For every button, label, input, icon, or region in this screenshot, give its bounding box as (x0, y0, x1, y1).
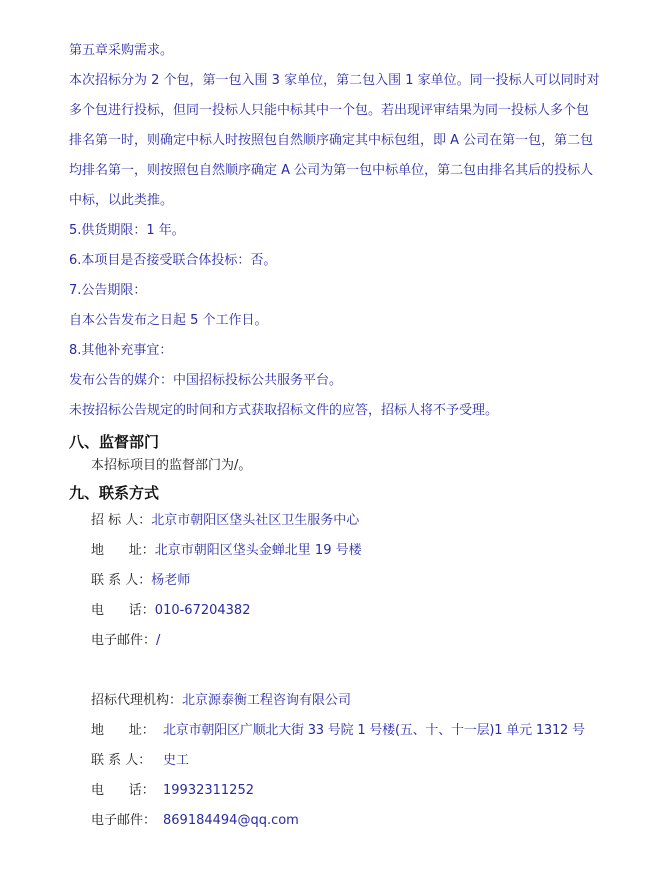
tenderer-email-label: 电子邮件： (91, 633, 157, 648)
agency-address-row (91, 723, 585, 739)
item-other-matters: 8.其他补充事宜： (69, 343, 173, 358)
agency-name-value: 北京源泰衡工程咨询有限公司 (182, 693, 352, 708)
agency-address-value: 北京市朝阳区广顺北大街 33 号院 1 号楼(五、十、十一层)1 单元 1312 号 (163, 723, 585, 738)
paragraph-line-2: 多个包进行投标，但同一投标人只能中标其中一个包。若出现评审结果为同一投标人多个包 (69, 103, 590, 118)
tenderer-phone-label: 电 话： (91, 603, 155, 618)
agency-address-label: 地 址： (91, 723, 155, 738)
agency-name-label: 招标代理机构： (91, 693, 183, 708)
agency-email-row (91, 813, 299, 829)
chapter-reference: 第五章采购需求。 (69, 43, 174, 58)
agency-contact-value: 史工 (163, 753, 190, 768)
tenderer-phone-row (91, 603, 250, 619)
tenderer-address-value: 北京市朝阳区垡头金蝉北里 19 号楼 (154, 543, 362, 558)
tenderer-contact-value: 杨老师 (151, 573, 191, 588)
item-publish-media: 发布公告的媒介：中国招标投标公共服务平台。 (69, 373, 343, 388)
tenderer-email-row (91, 633, 160, 649)
item-notice-period-detail: 自本公告发布之日起 5 个工作日。 (69, 313, 268, 328)
tenderer-contact-label: 联 系 人： (91, 573, 152, 588)
paragraph-line-3: 排名第一时，则确定中标人时按照包自然顺序确定其中标包组，即 A 公司在第一包，第二包 (69, 133, 594, 148)
tenderer-address-label: 地 址： (91, 543, 155, 558)
section-eight-title: 八、监督部门 (69, 433, 160, 451)
agency-phone-label: 电 话： (91, 783, 155, 798)
section-nine-title: 九、联系方式 (69, 484, 160, 502)
tenderer-phone-value: 010-67204382 (154, 603, 251, 618)
agency-contact-row (91, 753, 189, 769)
supervision-text: 本招标项目的监督部门为/。 (91, 458, 252, 473)
item-notice-period: 7.公告期限： (69, 283, 147, 298)
item-late-response-note: 未按招标公告规定的时间和方式获取招标文件的应答，招标人将不予受理。 (69, 403, 499, 418)
agency-name-row (91, 693, 351, 709)
paragraph-line-4: 均排名第一，则按照包自然顺序确定 A 公司为第一包中标单位，第二包由排名其后的投标人 (69, 163, 594, 178)
paragraph-line-5: 中标，以此类推。 (69, 193, 174, 208)
tenderer-email-value: / (156, 633, 161, 648)
item-joint-bid: 6.本项目是否接受联合体投标：否。 (69, 253, 277, 268)
agency-email-value[interactable]: 869184494@qq.com (163, 813, 299, 828)
tenderer-name-value: 北京市朝阳区垡头社区卫生服务中心 (151, 513, 360, 528)
tenderer-name-row (91, 513, 359, 529)
tenderer-contact-row (91, 573, 190, 589)
agency-phone-row (91, 783, 254, 799)
item-supply-period: 5.供货期限：1 年。 (69, 223, 185, 238)
tenderer-address-row (91, 543, 362, 559)
paragraph-line-1: 本次招标分为 2 个包，第一包入围 3 家单位，第二包入围 1 家单位。同一投标人可以同时对 (69, 73, 600, 88)
agency-email-label: 电子邮件： (91, 813, 157, 828)
agency-contact-label: 联 系 人： (91, 753, 152, 768)
tenderer-name-label: 招 标 人： (91, 513, 152, 528)
agency-phone-value: 19932311252 (163, 783, 254, 798)
